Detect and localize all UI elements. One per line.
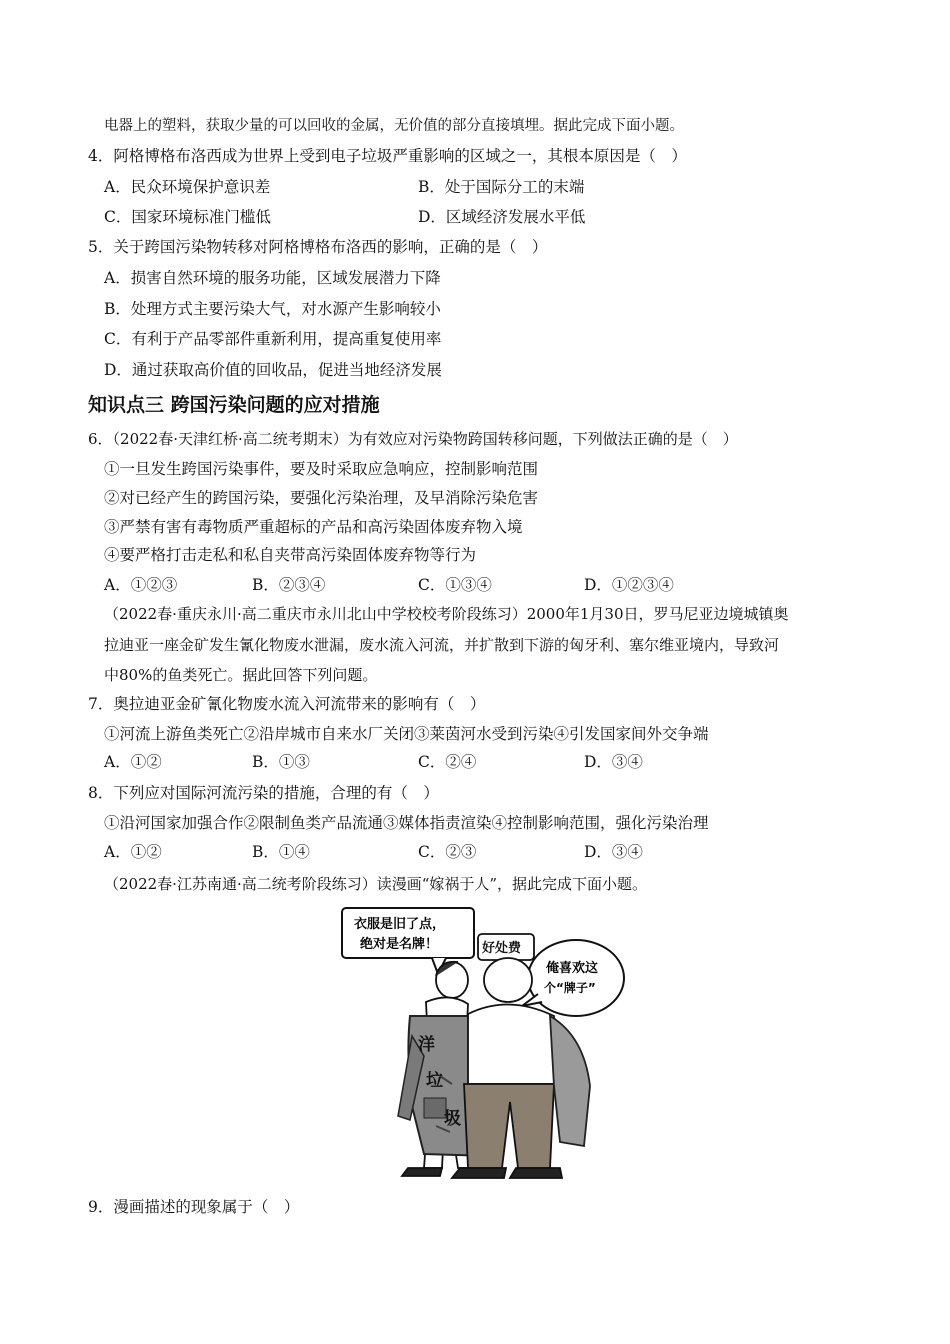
q6-option-c[interactable]: C．①③④ — [418, 576, 492, 594]
q8-option-a[interactable]: A．①② — [104, 843, 162, 861]
q7-items: ①河流上游鱼类死亡②沿岸城市自来水厂关闭③莱茵河水受到污染④引发国家间外交争端 — [104, 725, 709, 743]
cartoon-illustration — [340, 906, 628, 1182]
q5-option-d[interactable]: D．通过获取高价值的回收品，促进当地经济发展 — [104, 361, 442, 379]
q8-stem: 8．下列应对国际河流污染的措施，合理的有（ ） — [88, 784, 439, 802]
q8-items: ①沿河国家加强合作②限制鱼类产品流通③媒体指责渲染④控制影响范围，强化污染治理 — [104, 814, 709, 832]
hat-text: 好处费 — [482, 941, 522, 956]
passage-intro-tail: 电器上的塑料，获取少量的可以回收的金属，无价值的部分直接填埋。据此完成下面小题。 — [104, 118, 684, 134]
q8-option-c[interactable]: C．②③ — [418, 843, 477, 861]
q6-statement-1: ①一旦发生跨国污染事件，要及时采取应急响应，控制影响范围 — [104, 460, 539, 478]
q7-stem: 7．奥拉迪亚金矿氰化物废水流入河流带来的影响有（ ） — [88, 695, 486, 713]
q6-stem: 6．（2022春·天津红桥·高二统考期末）为有效应对污染物跨国转移问题，下列做法正确的是（ ） — [88, 430, 738, 448]
bubble-right-line-1: 俺喜欢这 — [546, 961, 599, 976]
q7-option-b[interactable]: B．①③ — [252, 753, 310, 771]
q7-option-d[interactable]: D．③④ — [584, 753, 643, 771]
coat-char-3: 圾 — [444, 1109, 461, 1129]
q8-option-b[interactable]: B．①④ — [252, 843, 310, 861]
q7-option-c[interactable]: C．②④ — [418, 753, 477, 771]
q4-option-a[interactable]: A．民众环境保护意识差 — [104, 178, 271, 196]
cartoon-intro: （2022春·江苏南通·高二统考阶段练习）读漫画“嫁祸于人”，据此完成下面小题。 — [104, 875, 648, 893]
speech-bubble-right — [522, 940, 624, 1016]
q6-statement-3: ③严禁有害有毒物质严重超标的产品和高污染固体废弃物入境 — [104, 518, 523, 536]
q9-stem: 9．漫画描述的现象属于（ ） — [88, 1198, 300, 1216]
q4-option-d[interactable]: D．区域经济发展水平低 — [418, 208, 586, 226]
coat-char-2: 垃 — [426, 1071, 443, 1091]
bubble-left-line-1: 衣服是旧了点， — [354, 917, 446, 932]
q4-stem: 4．阿格博格布洛西成为世界上受到电子垃圾严重影响的区域之一，其根本原因是（ ） — [88, 147, 687, 165]
q5-stem: 5．关于跨国污染物转移对阿格博格布洛西的影响，正确的是（ ） — [88, 238, 548, 256]
q5-option-c[interactable]: C．有利于产品零部件重新利用，提高重复使用率 — [104, 330, 442, 348]
q6-statement-2: ②对已经产生的跨国污染，要强化污染治理，及早消除污染危害 — [104, 489, 539, 507]
bubble-right-line-2: 个“牌子” — [544, 981, 596, 995]
q4-option-b[interactable]: B．处于国际分工的末端 — [418, 178, 585, 196]
q5-option-a[interactable]: A．损害自然环境的服务功能，区域发展潜力下降 — [104, 269, 441, 287]
q7-option-a[interactable]: A．①② — [104, 753, 162, 771]
q6-statement-4: ④要严格打击走私和私自夹带高污染固体废弃物等行为 — [104, 546, 477, 564]
passage-line-2: 拉迪亚一座金矿发生氰化物废水泄漏，废水流入河流，并扩散到下游的匈牙利、塞尔维亚境内，导致河 — [104, 636, 780, 654]
q6-option-b[interactable]: B．②③④ — [252, 576, 326, 594]
section-title: 知识点三 跨国污染问题的应对措施 — [88, 394, 380, 416]
bubble-left-line-2: 绝对是名牌！ — [360, 937, 439, 952]
q4-option-c[interactable]: C．国家环境标准门槛低 — [104, 208, 271, 226]
q6-option-d[interactable]: D．①②③④ — [584, 576, 674, 594]
q5-option-b[interactable]: B．处理方式主要污染大气，对水源产生影响较小 — [104, 300, 441, 318]
passage-line-3: 中80%的鱼类死亡。据此回答下列问题。 — [104, 666, 378, 684]
q8-option-d[interactable]: D．③④ — [584, 843, 643, 861]
coat-right-drape — [550, 1016, 590, 1146]
coat-char-1: 洋 — [418, 1035, 435, 1055]
q6-option-a[interactable]: A．①②③ — [104, 576, 178, 594]
passage-line-1: （2022春·重庆永川·高二重庆市永川北山中学校校考阶段练习）2000年1月30日，罗马尼亚边境城镇奥 — [104, 605, 789, 623]
